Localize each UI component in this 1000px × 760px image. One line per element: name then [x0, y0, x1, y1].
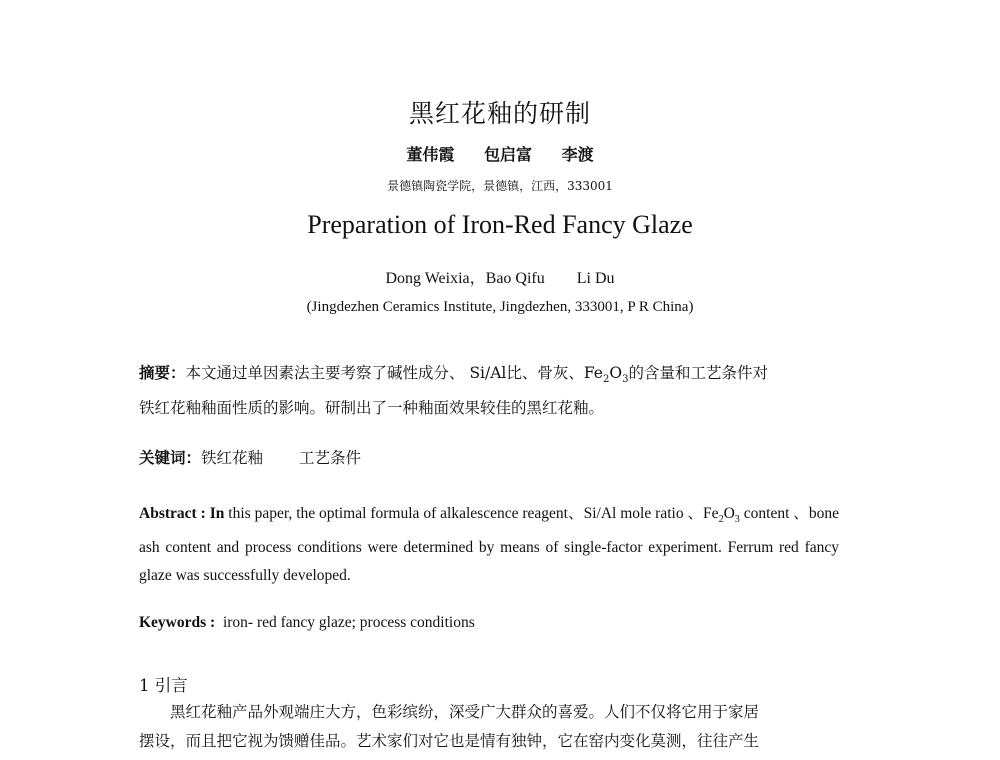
abstract-en-label: Abstract : In [139, 505, 225, 522]
abstract-cn [139, 359, 839, 422]
keywords-en [139, 614, 839, 632]
author-cn-2: 包启富 [483, 145, 532, 164]
abstract-cn-text-b: O [609, 364, 623, 382]
section-heading: 1 引言 [139, 676, 188, 695]
abstract-cn-line-2: 铁红花釉釉面性质的影响。研制出了一种釉面效果较佳的黑红花釉。 [139, 399, 605, 418]
author-cn-3: 李渡 [561, 145, 594, 164]
subscript: 3 [734, 514, 740, 526]
body-line-2: 摆设，而且把它视为馈赠佳品。艺术家们对它也是情有独钟，它在窑内变化莫测，往往产生 [139, 732, 760, 750]
keywords-cn [139, 446, 839, 470]
subscript: 2 [602, 374, 610, 386]
abstract-en-text-c: content 、bone ash content and process conditions were determined by means of single-factor experiment. Ferrum red fancy glaze was successfully developed. [139, 505, 839, 585]
abstract-cn-line-1 [139, 359, 839, 394]
title-en: Preparation of Iron-Red Fancy Glaze [307, 210, 693, 239]
title-cn: 黑红花釉的研制 [408, 99, 591, 128]
subscript: 3 [622, 374, 629, 386]
keyword-cn-2: 工艺条件 [299, 449, 362, 467]
body-line-1: 黑红花釉产品外观端庄大方，色彩缤纷，深受广大群众的喜爱。人们不仅将它用于家居 [170, 703, 760, 721]
affiliation-cn: 景德镇陶瓷学院，景德镇，江西，333001 [387, 179, 613, 193]
affiliation-en: (Jingdezhen Ceramics Institute, Jingdezhen, 333001, P R China) [306, 299, 694, 315]
keywords-en-label: Keywords : [139, 614, 216, 631]
abstract-en-text-b: O [723, 505, 735, 522]
keyword-cn-1: 铁红花釉 [201, 449, 264, 467]
abstract-en-text-a: this paper, the optimal formula of alkalescence reagent、Si/Al mole ratio 、Fe [224, 505, 719, 522]
abstract-cn-label: 摘要： [139, 363, 186, 382]
author-cn-1: 董伟霞 [406, 145, 455, 164]
keywords-cn-label: 关键词： [139, 448, 202, 467]
subscript: 2 [718, 514, 724, 526]
keywords-en-text: iron- red fancy glaze; process conditions [222, 614, 475, 631]
abstract-en [139, 500, 839, 590]
authors-cn [0, 142, 1000, 165]
section-body [139, 698, 839, 756]
abstract-cn-text-c: 的含量和工艺条件对 [628, 364, 769, 382]
abstract-cn-text-a: 本文通过单因素法主要考察了碱性成分、 Si/Al比、骨灰、Fe [185, 364, 603, 382]
authors-en: Dong Weixia，Bao Qifu Li Du [385, 270, 615, 287]
